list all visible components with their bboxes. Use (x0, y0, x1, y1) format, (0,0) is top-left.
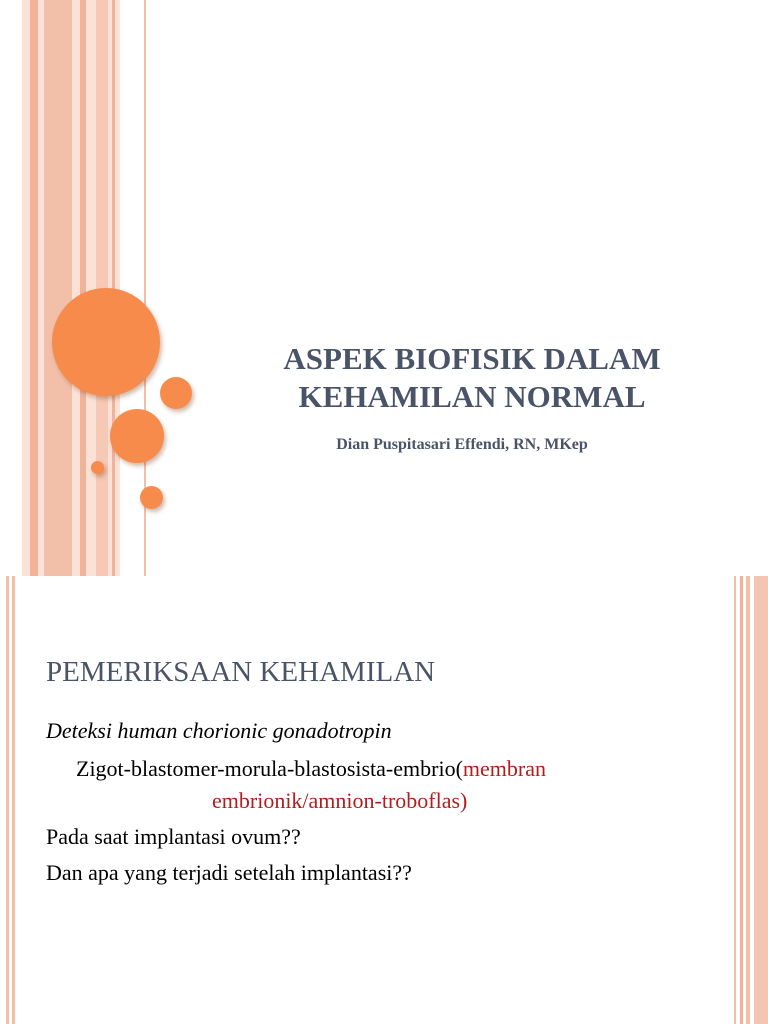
highlighted-text: embrionik/amnion-troboflas) (212, 788, 468, 813)
decorative-bar (734, 576, 736, 1024)
content-line: Dan apa yang terjadi setelah implantasi?? (46, 860, 412, 885)
decorative-circle (52, 288, 160, 396)
content-text: Zigot-blastomer-morula-blastosista-embrio( (76, 756, 463, 781)
decorative-bar (754, 576, 768, 1024)
decorative-bar (12, 576, 15, 1024)
presentation-title (262, 340, 682, 416)
slide-title: PEMERIKSAAN KEHAMILAN (46, 656, 436, 688)
decorative-bar (746, 576, 750, 1024)
decorative-circle (160, 377, 192, 409)
decorative-bar (80, 0, 86, 576)
highlighted-text: membran (462, 756, 546, 781)
decorative-bar (30, 0, 38, 576)
decorative-circle (110, 409, 164, 463)
title-line: ASPEK BIOFISIK DALAM (283, 341, 661, 376)
author-name: Dian Puspitasari Effendi, RN, MKep (336, 436, 588, 453)
decorative-bar (740, 576, 743, 1024)
decorative-circle (140, 486, 163, 509)
content-line: Pada saat implantasi ovum?? (46, 824, 301, 849)
decorative-circle (91, 461, 104, 474)
decorative-bar (44, 0, 72, 576)
content-line: Deteksi human chorionic gonadotropin (46, 718, 392, 743)
decorative-bar (6, 576, 9, 1024)
content-line (76, 756, 546, 782)
title-line: KEHAMILAN NORMAL (298, 379, 646, 414)
